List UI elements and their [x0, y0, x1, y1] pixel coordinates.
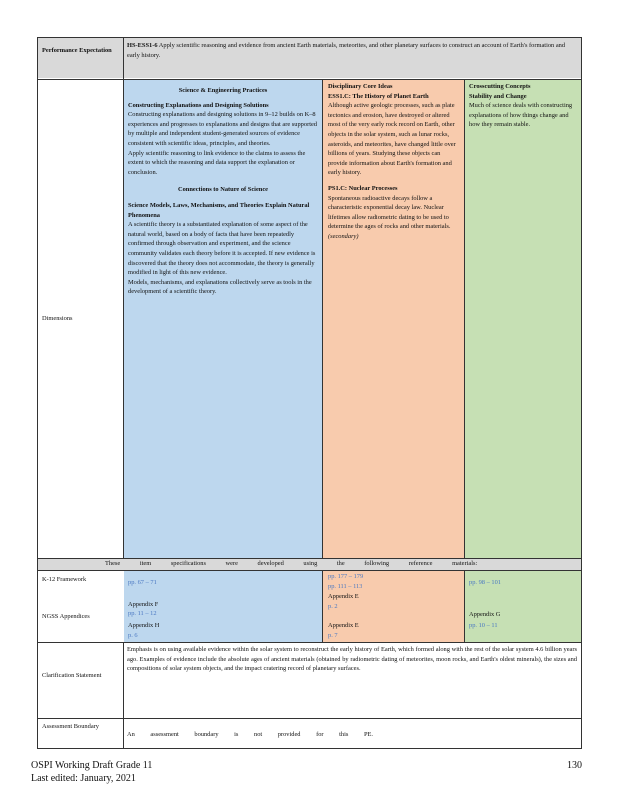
divider-sep-dci: [322, 79, 323, 558]
footer-title: OSPI Working Draft Grade 11: [31, 760, 153, 771]
performance-code: HS-ESS1-6: [127, 42, 158, 49]
divider-specs: [38, 570, 581, 571]
sep-appendix-f-pages: pp. 11 – 12: [128, 610, 157, 617]
divider-dci-ccc-refs: [464, 570, 465, 642]
ccc-bullet-change: Much of science deals with constructing explanations of how things change and how they remain stable.: [469, 102, 573, 129]
dimensions-label: Dimensions: [42, 315, 73, 322]
divider-dimensions: [38, 558, 581, 559]
divider-references: [38, 642, 581, 643]
dci-bullet-decay: [328, 194, 460, 242]
dci-framework-pages-1: pp. 177 – 179: [328, 573, 364, 580]
ccc-title: Crosscutting Concepts: [469, 83, 531, 90]
sep-heading-models: Science Models, Laws, Mechanisms, and Theories Explain Natural Phenomena: [128, 201, 310, 219]
ccc-appendix-g-pages: pp. 10 – 11: [469, 622, 498, 629]
sep-bullet-apply: Apply scientific reasoning to link evidence to the claims to assess the extent to which the reasoning and data support the explanation or conclusion.: [128, 149, 306, 176]
performance-statement: [127, 41, 577, 60]
sep-appendix-h-pages: p. 6: [128, 632, 138, 639]
framework-label: K-12 Framework: [42, 576, 87, 583]
sep-appendix-h: Appendix H: [128, 622, 160, 629]
specs-text: These item specifications were developed using the following reference materials:: [105, 560, 478, 567]
clarification-text: Emphasis is on using available evidence within the solar system to reconstruct the early history of Earth, which formed along with the rest of the solar system 4.6 billion years ago. Examples of evidence include the absolute ages of ancient materials (obtained by radiometric dating of meteorites, moon rocks, and Earth's oldest minerals), the sizes and compositions of solar system objects, and the impact cratering record of planetary surfaces.: [127, 646, 577, 673]
sep-bullet-theory: A scientific theory is a substantiated explanation of some aspect of the natural world, based on a body of facts that have been repeatedly confirmed through observation and experiment, and the science community validates each theory before it is accepted. If new evidence is discovered that the theory does not accommodate, the theory is generally modified in light of this new evidence.: [128, 221, 316, 277]
assessment-text: An assessment boundary is not provided for this PE.: [127, 731, 374, 738]
sep-heading-nos: Connections to Nature of Science: [177, 186, 269, 194]
dci-appendix-e-1: Appendix E: [328, 593, 359, 600]
footer-last-edited: Last edited: January, 2021: [31, 773, 136, 784]
dci-bullet-history: Although active geologic processes, such as plate tectonics and erosion, have destroyed or altered most of the very early rock record on Earth, other objects in the solar system, such as lunar rocks, asteroids, and meteorites, have changed little over billions of years. Studying these objects can provide information about Earth's formation and early history.: [328, 102, 456, 177]
ccc-appendix-g: Appendix G: [469, 611, 501, 618]
sep-bullet-models: Models, mechanisms, and explanations collectively serve as tools in the development of a scientific theory.: [128, 278, 312, 296]
dci-heading-ess1c: ESS1.C: The History of Planet Earth: [328, 92, 429, 100]
performance-label: Performance Expectation: [42, 47, 112, 54]
ccc-framework-pages: pp. 98 – 101: [469, 579, 501, 586]
ngss-label: NGSS Appendices: [42, 613, 90, 620]
performance-text: Apply scientific reasoning and evidence from ancient Earth materials, meteorites, and other planetary surfaces to construct an account of Earth's formation and early history.: [127, 42, 566, 59]
divider-clarification: [38, 718, 581, 719]
dci-secondary-note: (secondary): [328, 232, 359, 240]
dci-appendix-e-2: Appendix E: [328, 622, 359, 629]
dci-title: Disciplinary Core Ideas: [328, 83, 393, 90]
sep-title: Science & Engineering Practices: [178, 87, 268, 94]
dci-appendix-e-1-pages: p. 2: [328, 603, 338, 610]
dci-heading-ps1c: PS1.C: Nuclear Processes: [328, 184, 398, 192]
divider-sep-dci-refs: [322, 570, 323, 642]
divider-label-column-lower: [123, 642, 124, 749]
footer-page-number: 130: [567, 760, 582, 771]
sep-intro: Constructing explanations and designing solutions in 9–12 builds on K–8 experiences and progresses to explanations and designs that are supported by multiple and independent student-generated sources of evidence consistent with scientific ideas, principles, and theories.: [128, 111, 317, 147]
dci-content: [328, 82, 460, 242]
assessment-label: Assessment Boundary: [42, 723, 99, 730]
ccc-column: [465, 80, 581, 558]
divider-performance: [38, 79, 581, 80]
divider-label-column: [123, 38, 124, 558]
ccc-heading-stability: Stability and Change: [469, 92, 527, 100]
sep-heading-explanations: Constructing Explanations and Designing Solutions: [128, 101, 269, 109]
dci-framework-pages-2: pp. 111 – 113: [328, 583, 363, 590]
divider-dci-ccc: [464, 79, 465, 558]
sep-content: [128, 86, 318, 297]
dci-bullet-decay-text: Spontaneous radioactive decays follow a characteristic exponential decay law. Nuclear lifetimes allow radiometric dating to be used to determine the ages of rocks and other materials.: [328, 194, 451, 231]
dci-appendix-e-2-pages: p. 7: [328, 632, 338, 639]
sep-framework-pages: pp. 67 – 71: [128, 579, 157, 586]
clarification-label: Clarification Statement: [42, 672, 102, 679]
ccc-content: [469, 82, 577, 130]
sep-appendix-f: Appendix F: [128, 601, 159, 608]
